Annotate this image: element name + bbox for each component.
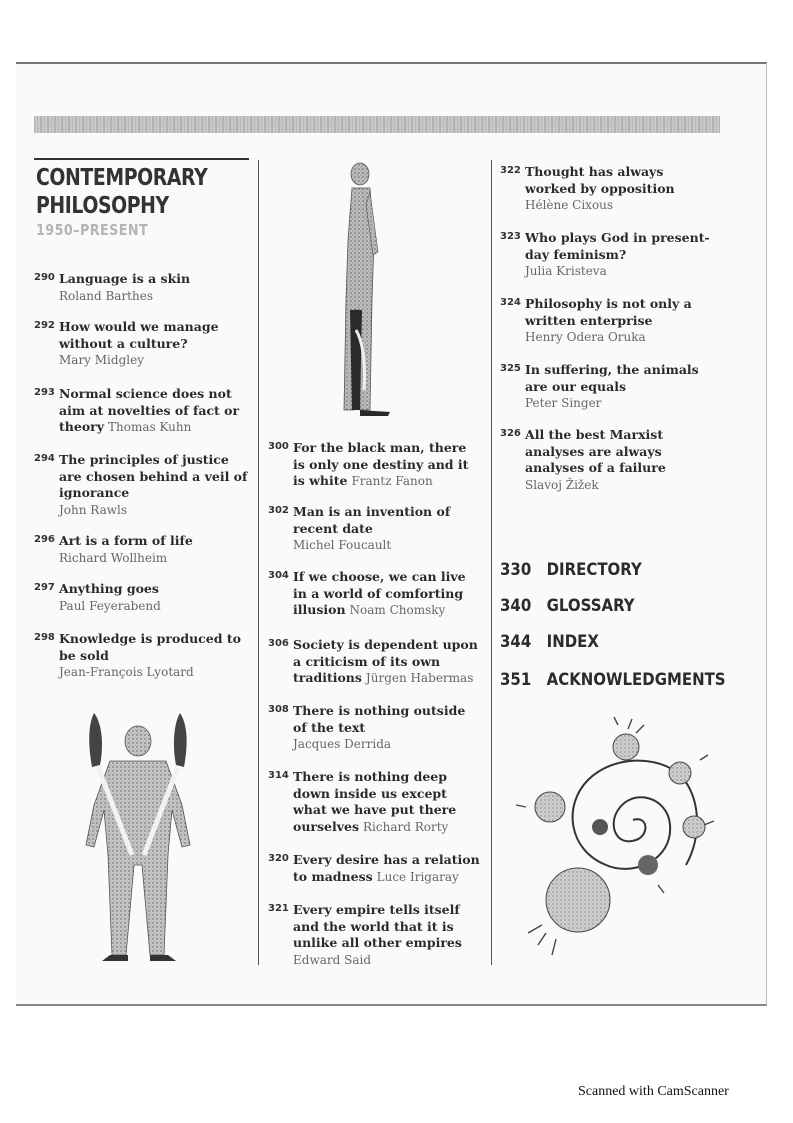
entry-page-number: 314	[268, 770, 289, 781]
entry-title: The principles of justice are chosen behind a veil of ignorance	[59, 452, 248, 500]
backmatter-acknowledgments	[500, 670, 726, 690]
entry-author: Richard Rorty	[363, 819, 449, 834]
entry-author: Mary Midgley	[59, 353, 144, 367]
entry-title: Knowledge is produced to be sold	[59, 631, 241, 663]
column-divider-right	[491, 160, 492, 965]
backmatter-page-number: 330	[500, 560, 532, 580]
toc-entry	[268, 769, 480, 835]
entry-page-number: 324	[500, 297, 521, 308]
standing-figure-illustration	[330, 160, 420, 420]
entry-author: Paul Feyerabend	[59, 598, 161, 613]
entry-author: Jean-François Lyotard	[59, 665, 194, 679]
toc-entry	[34, 631, 249, 681]
entry-page-number: 308	[268, 704, 289, 715]
entry-page-number: 296	[34, 534, 55, 545]
entry-title: Art is a form of life	[59, 533, 193, 548]
backmatter-page-number: 344	[500, 632, 532, 652]
backmatter-index	[500, 632, 599, 652]
backmatter-glossary	[500, 596, 635, 616]
backmatter-label: INDEX	[546, 632, 599, 652]
entry-title: Normal science does not aim at novelties of fact or theory	[59, 386, 240, 434]
toc-entry	[500, 427, 700, 493]
toc-entry	[34, 581, 254, 614]
scan-footer-note: Scanned with CamScanner	[578, 1084, 729, 1099]
entry-page-number: 304	[268, 570, 289, 581]
toc-entry	[34, 319, 234, 369]
section-subtitle: 1950–PRESENT	[36, 221, 149, 239]
entry-author: Edward Said	[293, 952, 371, 967]
entry-page-number: 321	[268, 903, 289, 914]
entry-page-number: 325	[500, 363, 521, 374]
entry-page-number: 320	[268, 853, 289, 864]
entry-title: Thought has always worked by opposition	[525, 164, 675, 196]
toc-entry	[500, 164, 695, 214]
entry-title: Language is a skin	[59, 271, 191, 286]
toc-entry	[500, 296, 700, 346]
toc-entry	[34, 386, 246, 436]
entry-title: How would we manage without a culture?	[59, 319, 219, 351]
entry-author: Jürgen Habermas	[365, 671, 474, 685]
entry-page-number: 297	[34, 582, 55, 593]
backmatter-label: ACKNOWLEDGMENTS	[546, 670, 726, 690]
entry-page-number: 322	[500, 165, 521, 176]
column-divider-left	[258, 160, 259, 965]
entry-page-number: 294	[34, 453, 55, 464]
spiral-heads-illustration	[508, 715, 718, 960]
entry-page-number: 300	[268, 441, 289, 452]
entry-title: If we choose, we can live in a world of comforting illusion	[293, 569, 466, 617]
toc-entry	[268, 637, 488, 687]
section-title	[36, 164, 207, 220]
entry-page-number: 298	[34, 632, 55, 643]
entry-author: Henry Odera Oruka	[525, 330, 646, 344]
toc-entry	[268, 504, 473, 554]
entry-author: Michel Foucault	[293, 538, 392, 552]
entry-title: Man is an invention of recent date	[293, 504, 451, 536]
entry-author: John Rawls	[59, 502, 128, 517]
entry-author: Julia Kristeva	[525, 264, 607, 278]
backmatter-label: DIRECTORY	[546, 560, 642, 580]
entry-author: Peter Singer	[525, 396, 602, 410]
entry-title: For the black man, there is only one destiny and it is white	[293, 440, 469, 488]
entry-page-number: 292	[34, 320, 55, 331]
toc-entry	[268, 703, 478, 753]
toc-entry	[268, 440, 480, 490]
entry-author: Richard Wollheim	[59, 550, 168, 565]
entry-author: Noam Chomsky	[349, 603, 446, 617]
entry-author: Luce Irigaray	[376, 869, 459, 884]
entry-title: There is nothing outside of the text	[293, 703, 466, 735]
entry-author: Hélène Cixous	[525, 198, 614, 212]
section-title-line2: PHILOSOPHY	[36, 193, 169, 219]
backmatter-label: GLOSSARY	[546, 596, 635, 616]
entry-author: Roland Barthes	[59, 288, 153, 303]
toc-entry	[34, 271, 254, 304]
entry-title: All the best Marxist analyses are always analyses of a failure	[525, 427, 666, 475]
entry-title: There is nothing deep down inside us except what we have put there ourselves	[293, 769, 457, 834]
entry-title: Philosophy is not only a written enterprise	[525, 296, 692, 328]
entry-title: Every empire tells itself and the world that it is unlike all other empires	[293, 902, 462, 950]
toc-entry	[500, 362, 715, 412]
toc-entry	[34, 452, 249, 518]
entry-title: Who plays God in present-day feminism?	[525, 230, 710, 262]
entry-page-number: 323	[500, 231, 521, 242]
entry-page-number: 326	[500, 428, 521, 439]
arrows-figure-illustration	[72, 705, 222, 965]
toc-entry	[500, 230, 722, 280]
entry-page-number: 293	[34, 387, 55, 398]
entry-title: Anything goes	[59, 581, 159, 596]
section-title-line1: CONTEMPORARY	[36, 165, 208, 191]
entry-author: Slavoj Žižek	[525, 477, 599, 492]
backmatter-page-number: 351	[500, 670, 532, 690]
title-rule	[34, 158, 249, 160]
entry-author: Frantz Fanon	[351, 474, 433, 488]
entry-page-number: 306	[268, 638, 289, 649]
entry-page-number: 290	[34, 272, 55, 283]
toc-entry	[34, 533, 254, 566]
toc-entry	[268, 569, 483, 619]
backmatter-directory	[500, 560, 642, 580]
entry-author: Thomas Kuhn	[108, 420, 192, 434]
backmatter-page-number: 340	[500, 596, 532, 616]
toc-entry	[268, 852, 490, 885]
entry-title: In suffering, the animals are our equals	[525, 362, 699, 394]
header-band	[34, 116, 720, 133]
entry-page-number: 302	[268, 505, 289, 516]
toc-entry	[268, 902, 483, 968]
entry-title: Society is dependent upon a criticism of its own traditions	[293, 637, 478, 685]
entry-author: Jacques Derrida	[293, 737, 392, 751]
entry-title: Every desire has a relation to madness	[293, 852, 480, 884]
